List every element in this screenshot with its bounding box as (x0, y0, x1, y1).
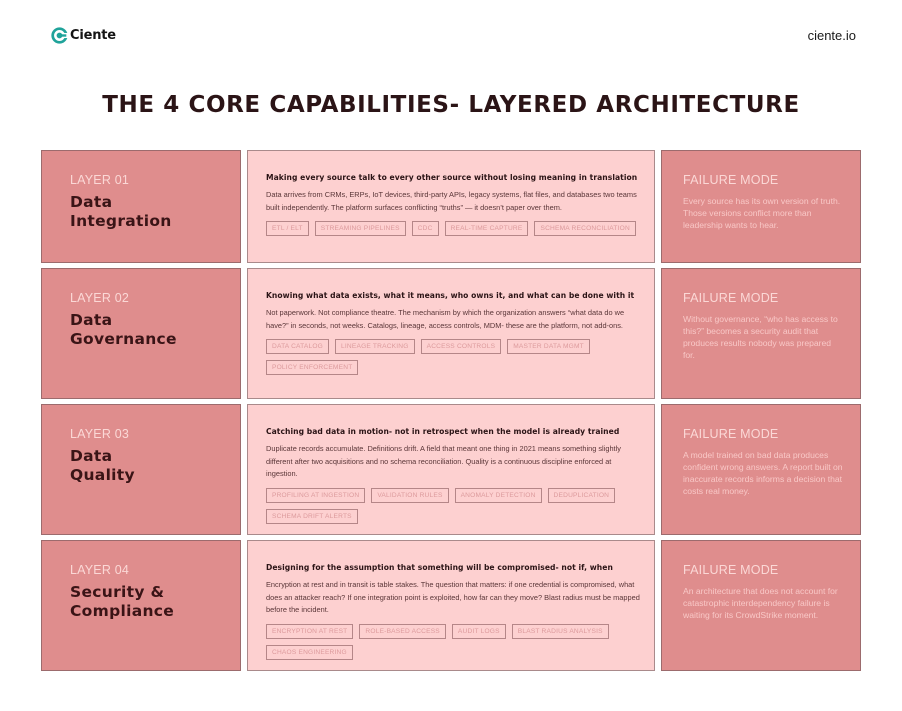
failure-mode-card (661, 540, 861, 671)
layer-name-line2: Quality (70, 466, 135, 484)
layer-name-line2: Compliance (70, 602, 175, 620)
tag: AUDIT LOGS (452, 624, 506, 639)
tag: LINEAGE TRACKING (335, 339, 415, 354)
tag: CDC (412, 221, 439, 236)
layer-name (70, 193, 240, 231)
layer-number: LAYER 02 (70, 291, 130, 305)
layer-name-line1: Security & (70, 583, 165, 601)
page-title: THE 4 CORE CAPABILITIES- LAYERED ARCHITECTURE (102, 92, 800, 118)
layer-description: Duplicate records accumulate. Definitions drift. A field that meant one thing in 2021 means something slightly different after two acquisitions and no schema reconciliation. Quality is a continuous discipline enforced at ingestion. (266, 444, 621, 478)
tag: BLAST RADIUS ANALYSIS (512, 624, 609, 639)
site-link[interactable]: ciente.io (807, 28, 856, 43)
failure-mode-text: An architecture that does not account for catastrophic interdependency failure is waiting for its CrowdStrike moment. (683, 586, 838, 620)
tag: VALIDATION RULES (371, 488, 448, 503)
brand-logo[interactable] (51, 27, 116, 44)
layer-heading: Catching bad data in motion- not in retrospect when the model is already trained (266, 427, 620, 436)
layer-row-data-quality (41, 404, 861, 535)
layer-label-card (41, 268, 241, 399)
tag: DATA CATALOG (266, 339, 329, 354)
tag: STREAMING PIPELINES (315, 221, 406, 236)
layer-heading: Knowing what data exists, what it means, who owns it, and what can be done with it (266, 291, 635, 300)
layer-description: Not paperwork. Not compliance theatre. The mechanism by which the organization answers “what data do we have?” in seconds, not weeks. Catalogs, lineage, access controls, MDM- these are the platform, not add-ons. (266, 308, 625, 330)
tag-list (266, 488, 642, 524)
failure-mode-card (661, 150, 861, 263)
layer-heading: Designing for the assumption that something will be compromised- not if, when (266, 563, 613, 572)
layer-label-card (41, 404, 241, 535)
tag: MASTER DATA MGMT (507, 339, 590, 354)
layer-description: Data arrives from CRMs, ERPs, IoT devices, third-party APIs, legacy systems, flat files, and databases two teams built independently. The platform surfaces conflicting “truths” — it doesn’t paper over them. (266, 190, 637, 212)
layer-label-card (41, 540, 241, 671)
tag: REAL-TIME CAPTURE (445, 221, 529, 236)
tag: DEDUPLICATION (548, 488, 616, 503)
failure-mode-title: FAILURE MODE (683, 291, 779, 305)
layer-name (70, 447, 240, 485)
tag: CHAOS ENGINEERING (266, 645, 353, 660)
tag: POLICY ENFORCEMENT (266, 360, 358, 375)
ciente-logo-icon (51, 27, 68, 44)
failure-mode-text: A model trained on bad data produces confident wrong answers. A report built on inaccurate records informs a decision that costs real money. (683, 450, 843, 496)
layer-row-data-governance (41, 268, 861, 399)
layer-name-line1: Data (70, 193, 113, 211)
tag: ANOMALY DETECTION (455, 488, 542, 503)
brand-name: Ciente (70, 28, 116, 43)
failure-mode-title: FAILURE MODE (683, 173, 779, 187)
layer-row-data-integration (41, 150, 861, 263)
tag: ROLE-BASED ACCESS (359, 624, 446, 639)
tag-list (266, 339, 642, 375)
failure-mode-text: Every source has its own version of truth. Those versions conflict more than leadership wants to hear. (683, 196, 841, 230)
layer-number: LAYER 04 (70, 563, 130, 577)
tag: SCHEMA DRIFT ALERTS (266, 509, 358, 524)
tag: ETL / ELT (266, 221, 309, 236)
layer-label-card (41, 150, 241, 263)
layer-description: Encryption at rest and in transit is table stakes. The question that matters: if one credential is compromised, what does an attacker reach? If one integration point is exploited, how far can they move? Blast radius must be mapped before the incident. (266, 580, 640, 614)
failure-mode-text: Without governance, “who has access to this?” becomes a security audit that produces results nobody was prepared for. (683, 314, 838, 360)
tag: SCHEMA RECONCILIATION (534, 221, 635, 236)
layer-name-line1: Data (70, 447, 113, 465)
layer-number: LAYER 03 (70, 427, 130, 441)
layer-detail-card (247, 268, 655, 399)
failure-mode-card (661, 404, 861, 535)
failure-mode-title: FAILURE MODE (683, 563, 779, 577)
tag-list (266, 624, 642, 660)
layer-number: LAYER 01 (70, 173, 130, 187)
layer-name-line1: Data (70, 311, 113, 329)
tag: ACCESS CONTROLS (421, 339, 502, 354)
failure-mode-card (661, 268, 861, 399)
layer-detail-card (247, 150, 655, 263)
layer-heading: Making every source talk to every other source without losing meaning in translation (266, 173, 638, 182)
layer-name-line2: Integration (70, 212, 172, 230)
layer-detail-card (247, 540, 655, 671)
layer-row-security-compliance (41, 540, 861, 671)
layer-detail-card (247, 404, 655, 535)
tag: ENCRYPTION AT REST (266, 624, 353, 639)
layer-name (70, 583, 240, 621)
tag-list (266, 221, 642, 236)
layer-name-line2: Governance (70, 330, 177, 348)
page-header (0, 0, 902, 70)
tag: PROFILING AT INGESTION (266, 488, 365, 503)
layer-name (70, 311, 240, 349)
failure-mode-title: FAILURE MODE (683, 427, 779, 441)
